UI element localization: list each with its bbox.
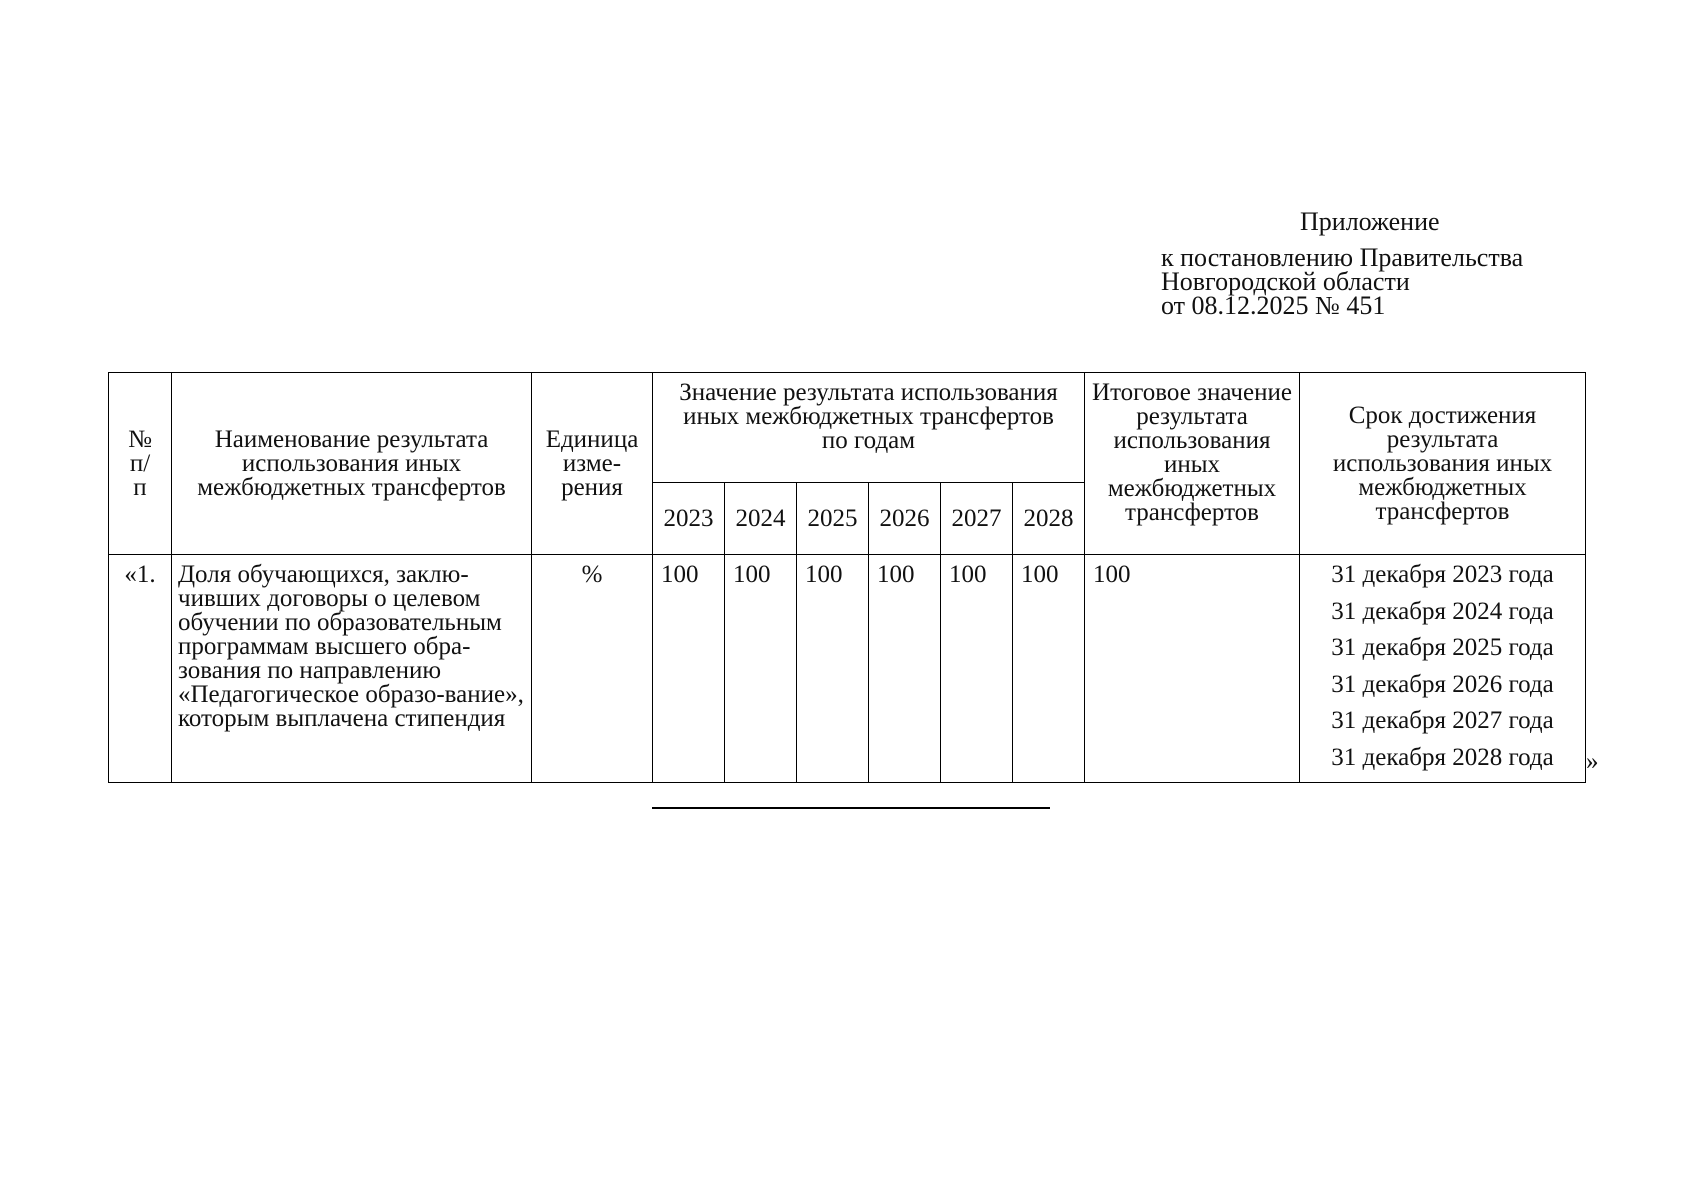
results-table xyxy=(108,372,1586,783)
year-value: 100 xyxy=(1013,555,1085,783)
deadline-date: 31 декабря 2023 года xyxy=(1331,561,1554,588)
header-year: 2026 xyxy=(869,483,941,555)
header-year: 2024 xyxy=(725,483,797,555)
appendix-line-date-number: от 08.12.2025 № 451 xyxy=(1161,291,1386,320)
deadline-list xyxy=(1300,555,1586,783)
year-value: 100 xyxy=(653,555,725,783)
appendix-title: Приложение xyxy=(1300,207,1440,236)
end-divider-line xyxy=(652,807,1050,809)
deadline-date: 31 декабря 2028 года xyxy=(1331,743,1554,771)
header-total: Итоговое значение результата использования иных межбюджетных трансфертов xyxy=(1085,373,1300,555)
appendix-line-region: Новгородской области xyxy=(1161,267,1410,296)
deadline-date: 31 декабря 2027 года xyxy=(1331,707,1554,734)
total-value: 100 xyxy=(1085,555,1300,783)
header-name: Наименование результата использования иных межбюджетных трансфертов xyxy=(172,373,532,555)
year-value: 100 xyxy=(941,555,1013,783)
header-unit: Единица изме-рения xyxy=(532,373,653,555)
row-number: «1. xyxy=(109,555,172,783)
appendix-reference xyxy=(1161,243,1524,320)
closing-quote: » xyxy=(1586,748,1599,775)
appendix-line-resolution: к постановлению Правительства xyxy=(1161,243,1524,272)
year-value: 100 xyxy=(869,555,941,783)
deadline-date: 31 декабря 2025 года xyxy=(1331,634,1554,661)
header-year: 2027 xyxy=(941,483,1013,555)
header-values-by-year: Значение результата использования иных межбюджетных трансфертов по годам xyxy=(653,373,1085,483)
header-year: 2028 xyxy=(1013,483,1085,555)
header-year: 2023 xyxy=(653,483,725,555)
header-number: № п/п xyxy=(109,373,172,555)
year-value: 100 xyxy=(797,555,869,783)
table-row xyxy=(109,555,1586,783)
header-year: 2025 xyxy=(797,483,869,555)
header-row xyxy=(109,373,1586,483)
deadline-date: 31 декабря 2024 года xyxy=(1331,597,1554,625)
year-value: 100 xyxy=(725,555,797,783)
unit-value: % xyxy=(532,555,653,783)
result-name: Доля обучающихся, заклю-чивших договоры о целевом обучении по образовательным программам высшего обра-зования по направлению «Педагогическое образо-вание», которым выплачена стипендия xyxy=(172,555,532,783)
header-deadline: Срок достижения результата использования иных межбюджетных трансфертов xyxy=(1300,373,1586,555)
deadline-date: 31 декабря 2026 года xyxy=(1331,670,1554,698)
